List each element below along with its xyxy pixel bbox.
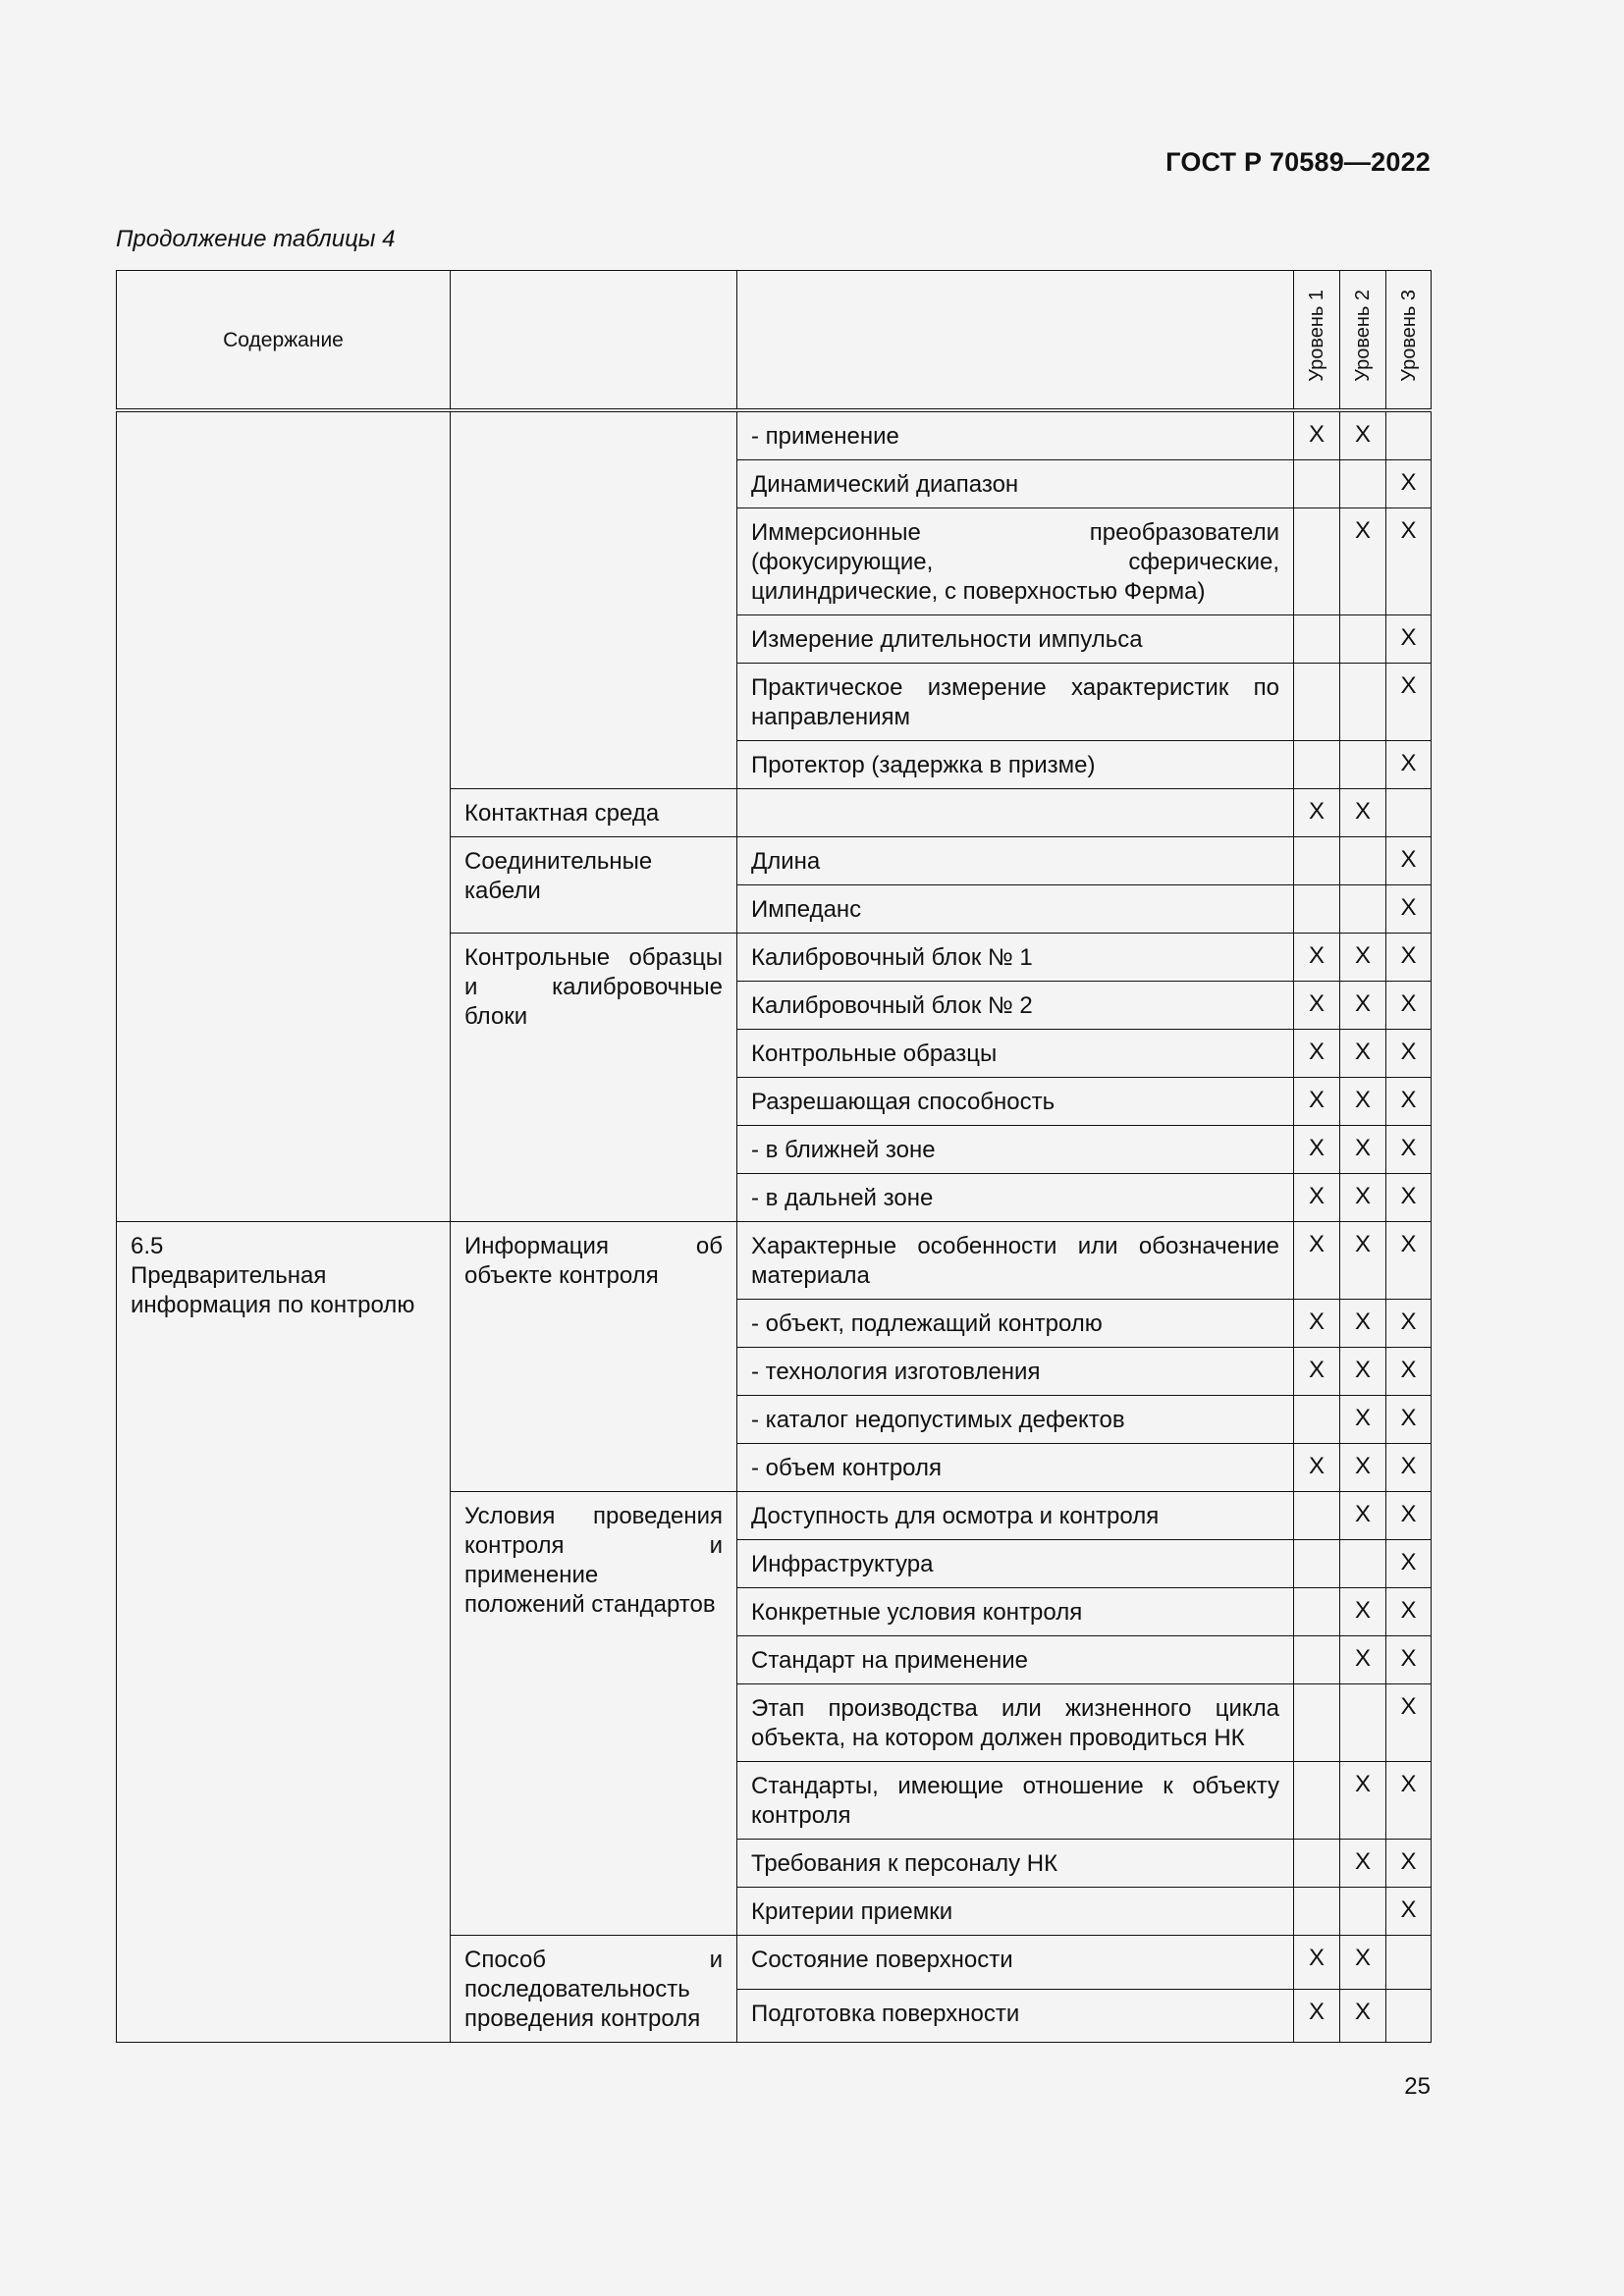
header-level-3: Уровень 3 xyxy=(1386,271,1432,411)
level-3-mark xyxy=(1386,1936,1432,1990)
level-2-mark: X xyxy=(1340,1936,1386,1990)
level-2-mark: X xyxy=(1340,1762,1386,1840)
level-3-mark: X xyxy=(1386,1492,1432,1540)
item-cell: - технология изготовления xyxy=(737,1348,1294,1396)
item-cell: Измерение длительности импульса xyxy=(737,615,1294,664)
item-cell: Состояние поверхности xyxy=(737,1936,1294,1990)
level-3-mark: X xyxy=(1386,1126,1432,1174)
level-3-mark: X xyxy=(1386,1840,1432,1888)
item-cell: Динамический диапазон xyxy=(737,460,1294,508)
item-cell: Калибровочный блок № 1 xyxy=(737,934,1294,982)
item-cell: Доступность для осмотра и контроля xyxy=(737,1492,1294,1540)
level-2-mark: X xyxy=(1340,1222,1386,1300)
item-cell: Практическое измерение характеристик по направлениям xyxy=(737,664,1294,741)
level-3-mark xyxy=(1386,410,1432,460)
level-2-mark: X xyxy=(1340,410,1386,460)
group-cell: Условия проведения контроля и применение положений стандартов xyxy=(451,1492,737,1936)
level-2-mark: X xyxy=(1340,934,1386,982)
level-2-mark: X xyxy=(1340,1492,1386,1540)
level-1-mark: X xyxy=(1294,1078,1340,1126)
level-3-mark: X xyxy=(1386,1300,1432,1348)
table-caption: Продолжение таблицы 4 xyxy=(116,226,396,252)
level-2-mark: X xyxy=(1340,1444,1386,1492)
level-2-mark: X xyxy=(1340,1636,1386,1684)
level-1-mark: X xyxy=(1294,789,1340,837)
section-cell xyxy=(117,410,451,1222)
table-body xyxy=(117,410,1432,2043)
level-1-mark: X xyxy=(1294,982,1340,1030)
level-2-mark xyxy=(1340,885,1386,934)
item-cell: Критерии приемки xyxy=(737,1888,1294,1936)
item-cell: Контрольные образцы xyxy=(737,1030,1294,1078)
group-cell: Контактная среда xyxy=(451,789,737,837)
level-2-mark: X xyxy=(1340,1348,1386,1396)
item-cell: - в дальней зоне xyxy=(737,1174,1294,1222)
level-2-mark: X xyxy=(1340,508,1386,615)
level-3-mark: X xyxy=(1386,1348,1432,1396)
level-2-mark: X xyxy=(1340,1396,1386,1444)
level-1-mark: X xyxy=(1294,1989,1340,2043)
section-title: Предварительная информация по контролю xyxy=(131,1262,415,1318)
level-3-mark: X xyxy=(1386,1078,1432,1126)
section-number: 6.5 xyxy=(131,1233,164,1259)
level-2-mark xyxy=(1340,741,1386,789)
header-level-2: Уровень 2 xyxy=(1340,271,1386,411)
level-3-mark: X xyxy=(1386,982,1432,1030)
item-cell: - применение xyxy=(737,410,1294,460)
level-1-mark xyxy=(1294,1684,1340,1762)
level-2-mark xyxy=(1340,664,1386,741)
level-2-mark: X xyxy=(1340,1078,1386,1126)
standard-code: ГОСТ Р 70589—2022 xyxy=(1165,147,1431,177)
level-3-mark: X xyxy=(1386,1540,1432,1588)
level-1-mark: X xyxy=(1294,1222,1340,1300)
level-3-mark: X xyxy=(1386,1030,1432,1078)
level-1-mark xyxy=(1294,1396,1340,1444)
level-3-mark: X xyxy=(1386,1762,1432,1840)
level-3-mark: X xyxy=(1386,1222,1432,1300)
section-cell xyxy=(117,1222,451,2043)
level-3-mark: X xyxy=(1386,460,1432,508)
item-cell: Инфраструктура xyxy=(737,1540,1294,1588)
level-3-mark: X xyxy=(1386,1888,1432,1936)
group-cell: Способ и последовательность проведения контроля xyxy=(451,1936,737,2043)
level-1-mark xyxy=(1294,1492,1340,1540)
level-1-mark: X xyxy=(1294,1300,1340,1348)
item-cell: - каталог недопустимых дефектов xyxy=(737,1396,1294,1444)
group-cell: Контрольные образцы и калибровочные блоки xyxy=(451,934,737,1222)
level-1-mark: X xyxy=(1294,1348,1340,1396)
level-2-mark: X xyxy=(1340,982,1386,1030)
level-1-mark xyxy=(1294,1588,1340,1636)
level-3-mark: X xyxy=(1386,1444,1432,1492)
level-3-mark: X xyxy=(1386,1396,1432,1444)
item-cell: - объем контроля xyxy=(737,1444,1294,1492)
item-cell: Характерные особенности или обозначение материала xyxy=(737,1222,1294,1300)
level-2-mark xyxy=(1340,1540,1386,1588)
level-1-mark: X xyxy=(1294,1030,1340,1078)
header-level-1: Уровень 1 xyxy=(1294,271,1340,411)
item-cell: - объект, подлежащий контролю xyxy=(737,1300,1294,1348)
level-3-mark: X xyxy=(1386,1684,1432,1762)
level-2-mark: X xyxy=(1340,1840,1386,1888)
group-cell: Информация об объекте контроля xyxy=(451,1222,737,1492)
level-1-mark xyxy=(1294,885,1340,934)
page-number: 25 xyxy=(1404,2073,1431,2100)
table-row xyxy=(117,1222,1432,1300)
level-1-mark xyxy=(1294,1888,1340,1936)
header-item xyxy=(737,271,1294,411)
level-1-mark xyxy=(1294,615,1340,664)
group-cell xyxy=(451,410,737,789)
level-1-mark: X xyxy=(1294,1126,1340,1174)
level-2-mark xyxy=(1340,615,1386,664)
level-1-mark: X xyxy=(1294,1444,1340,1492)
level-1-mark xyxy=(1294,1636,1340,1684)
item-cell: Стандарт на применение xyxy=(737,1636,1294,1684)
level-3-mark xyxy=(1386,789,1432,837)
level-3-mark: X xyxy=(1386,1588,1432,1636)
item-cell: Подготовка поверхности xyxy=(737,1989,1294,2043)
level-3-mark: X xyxy=(1386,934,1432,982)
item-cell: Иммерсионные преобразователи (фокусирующие, сферические, цилиндрические, с поверхностью Ферма) xyxy=(737,508,1294,615)
level-3-mark: X xyxy=(1386,741,1432,789)
level-3-mark: X xyxy=(1386,885,1432,934)
level-1-mark xyxy=(1294,837,1340,885)
level-3-mark: X xyxy=(1386,664,1432,741)
level-2-mark: X xyxy=(1340,1588,1386,1636)
level-1-mark xyxy=(1294,741,1340,789)
level-1-mark: X xyxy=(1294,1174,1340,1222)
item-cell: Стандарты, имеющие отношение к объекту контроля xyxy=(737,1762,1294,1840)
level-2-mark: X xyxy=(1340,1174,1386,1222)
level-1-mark xyxy=(1294,1840,1340,1888)
level-3-mark: X xyxy=(1386,1636,1432,1684)
level-3-mark: X xyxy=(1386,1174,1432,1222)
level-2-mark xyxy=(1340,1888,1386,1936)
group-cell: Соединительные кабели xyxy=(451,837,737,934)
level-3-mark: X xyxy=(1386,615,1432,664)
item-cell xyxy=(737,789,1294,837)
table-header-row xyxy=(117,271,1432,411)
item-cell: Этап производства или жизненного цикла объекта, на котором должен проводиться НК xyxy=(737,1684,1294,1762)
header-content: Содержание xyxy=(117,271,451,411)
requirements-table xyxy=(116,270,1432,2043)
item-cell: Протектор (задержка в призме) xyxy=(737,741,1294,789)
level-2-mark: X xyxy=(1340,1989,1386,2043)
item-cell: Конкретные условия контроля xyxy=(737,1588,1294,1636)
table-row xyxy=(117,410,1432,460)
level-2-mark: X xyxy=(1340,789,1386,837)
item-cell: Длина xyxy=(737,837,1294,885)
item-cell: Импеданс xyxy=(737,885,1294,934)
level-1-mark xyxy=(1294,460,1340,508)
item-cell: Разрешающая способность xyxy=(737,1078,1294,1126)
level-2-mark xyxy=(1340,460,1386,508)
level-2-mark: X xyxy=(1340,1030,1386,1078)
level-3-mark xyxy=(1386,1989,1432,2043)
level-3-mark: X xyxy=(1386,508,1432,615)
level-2-mark: X xyxy=(1340,1300,1386,1348)
level-1-mark: X xyxy=(1294,934,1340,982)
header-group xyxy=(451,271,737,411)
level-1-mark xyxy=(1294,1762,1340,1840)
item-cell: Калибровочный блок № 2 xyxy=(737,982,1294,1030)
level-1-mark xyxy=(1294,664,1340,741)
level-1-mark: X xyxy=(1294,1936,1340,1990)
level-3-mark: X xyxy=(1386,837,1432,885)
item-cell: Требования к персоналу НК xyxy=(737,1840,1294,1888)
level-1-mark: X xyxy=(1294,410,1340,460)
level-2-mark xyxy=(1340,1684,1386,1762)
level-2-mark xyxy=(1340,837,1386,885)
level-1-mark xyxy=(1294,1540,1340,1588)
level-1-mark xyxy=(1294,508,1340,615)
item-cell: - в ближней зоне xyxy=(737,1126,1294,1174)
level-2-mark: X xyxy=(1340,1126,1386,1174)
